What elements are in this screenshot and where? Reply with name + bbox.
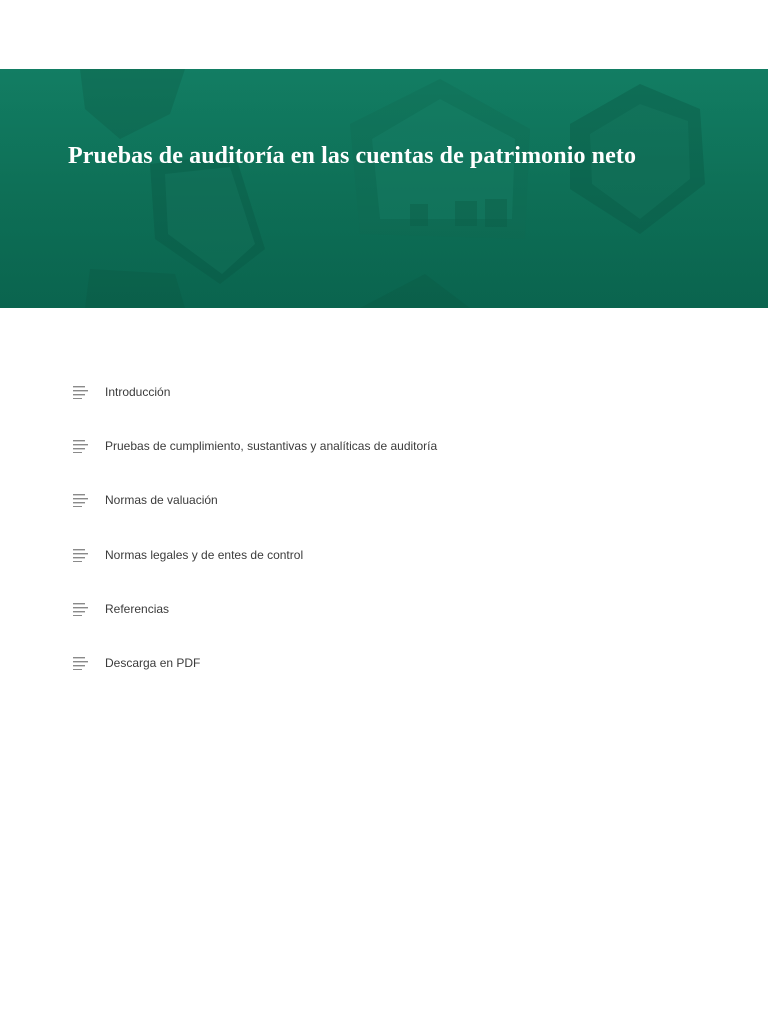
toc-item-normas-legales[interactable] bbox=[72, 537, 712, 573]
page-title: Pruebas de auditoría en las cuentas de patrimonio neto bbox=[68, 143, 637, 169]
toc-item-label: Introducción bbox=[105, 385, 171, 399]
toc-item-introduccion[interactable] bbox=[72, 374, 712, 410]
list-lines-icon bbox=[72, 656, 90, 670]
toc-item-descarga-pdf[interactable] bbox=[72, 645, 712, 681]
toc-item-referencias[interactable] bbox=[72, 591, 712, 627]
list-lines-icon bbox=[72, 439, 90, 453]
list-lines-icon bbox=[72, 385, 90, 399]
toc-item-label: Normas legales y de entes de control bbox=[105, 547, 304, 562]
list-lines-icon bbox=[72, 548, 90, 562]
toc-item-label: Normas de valuación bbox=[105, 493, 218, 508]
list-lines-icon bbox=[72, 602, 90, 616]
toc-item-label: Referencias bbox=[105, 601, 170, 616]
header-banner bbox=[0, 69, 768, 308]
toc-item-pruebas[interactable] bbox=[72, 428, 712, 464]
header-background-image bbox=[0, 69, 768, 308]
table-of-contents bbox=[72, 374, 712, 699]
toc-item-normas-valuacion[interactable] bbox=[72, 482, 712, 518]
toc-item-label: Descarga en PDF bbox=[105, 655, 201, 670]
list-lines-icon bbox=[72, 493, 90, 507]
toc-item-label: Pruebas de cumplimiento, sustantivas y analíticas de auditoría bbox=[105, 439, 438, 454]
